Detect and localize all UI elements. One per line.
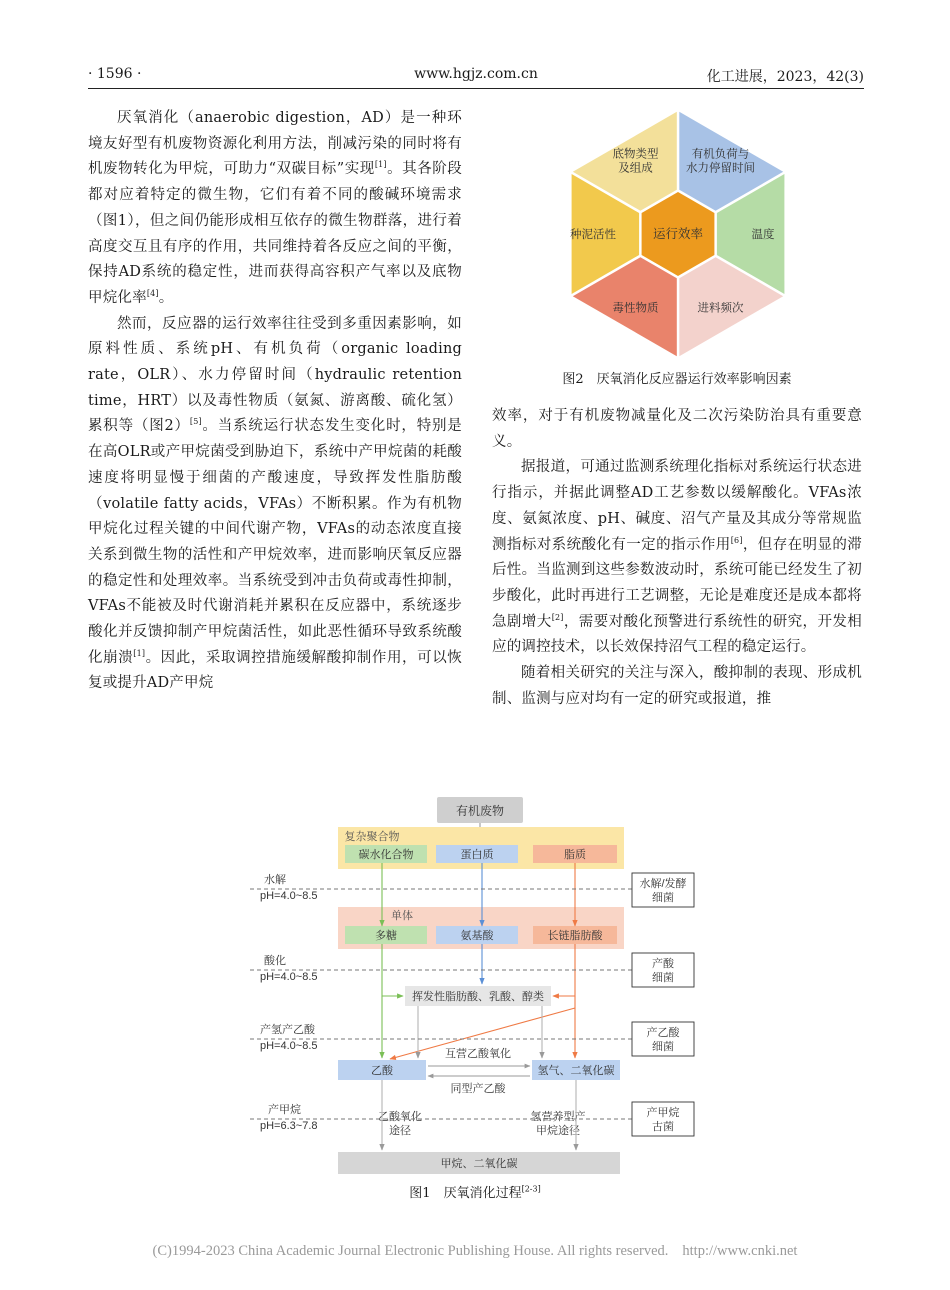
hexagon-segment-label: 进料频次	[697, 302, 744, 315]
figure-2-caption: 图2 厌氧消化反应器运行效率影响因素	[562, 372, 792, 387]
page-header	[88, 66, 864, 89]
body-left-column	[88, 106, 462, 697]
citation-ref[interactable]: [6]	[730, 535, 743, 545]
vfa-label: 挥发性脂肪酸、乳酸、醇类	[412, 991, 544, 1003]
text-run: 然而，反应器的运行效率往往受到多重因素影响，如原料性质、系统pH、有机负荷（organic loading rate，OLR）、水力停留时间（hydraulic retention time，HRT）以及毒性物质（氨氮、游离酸、硫化氢）累积等（图2）	[88, 315, 462, 435]
microbe-label: 细菌	[652, 1041, 674, 1053]
hexagon-segment-label: 水力停留时间	[686, 162, 755, 175]
stage-name: 产氢产乙酸	[260, 1024, 315, 1036]
stage-ph: pH=6.3~7.8	[260, 1120, 318, 1132]
journal-citation: 化工进展，2023，42(3)	[706, 69, 864, 85]
figure-1-caption	[250, 1182, 700, 1201]
microbe-label: 古菌	[652, 1121, 674, 1133]
pathway-acetate-line2: 途径	[389, 1125, 411, 1137]
body-right-column	[492, 404, 862, 712]
text-run: 。	[158, 289, 174, 306]
pathway-hydrogenotrophic-line2: 甲烷途径	[536, 1125, 580, 1137]
paragraph-research: 随着相关研究的关注与深入，酸抑制的表现、形成机制、监测与应对均有一定的研究或报道，推	[492, 665, 862, 707]
citation-ref[interactable]: [4]	[146, 289, 159, 299]
citation-ref[interactable]: [1]	[374, 160, 387, 170]
h2-co2-label: 氢气、二氧化碳	[537, 1065, 615, 1077]
citation-ref[interactable]: [2-3]	[521, 1184, 541, 1194]
text-run: 据报道，可通过监测系统理化指标对系统运行状态进行指示，并据此调整AD工艺参数以缓解酸化。VFAs浓度、氨氮浓度、pH、碱度、沼气产量及其成分等常规监测指标对系统酸化有一定的指示作用	[492, 459, 862, 553]
pathway-acetate-line1: 乙酸氧化	[378, 1111, 422, 1123]
journal-website[interactable]: www.hgjz.com.cn	[414, 66, 538, 82]
microbe-label: 产甲烷	[646, 1107, 680, 1119]
stage-ph: pH=4.0~8.5	[260, 890, 318, 902]
hexagon-segment-label: 有机负荷与	[691, 148, 750, 161]
cnki-link[interactable]: http://www.cnki.net	[682, 1243, 798, 1259]
monomer-polysaccharide: 多糖	[375, 930, 397, 942]
monomer-amino-acid: 氨基酸	[460, 930, 494, 942]
microbe-label: 产酸	[652, 958, 674, 970]
homoacetogenesis-label: 同型产乙酸	[450, 1083, 506, 1095]
text-run: 。当系统运行状态发生变化时，特别是在高OLR或产甲烷菌受到胁迫下，系统中产甲烷菌的耗酸速度将明显慢于细菌的产酸速度，导致挥发性脂肪酸（volatile fatty acids，VFAs）不断积累。作为有机物甲烷化过程关键的中间代谢产物，VFAs的动态浓度直接关系到微生物的活性和产甲烷效率，进而影响厌氧反应器的稳定性和处理效率。当系统受到冲击负荷或毒性抑制，VFAs不能被及时代谢消耗并累积在反应器中，系统逐步酸化并反馈抑制产甲烷菌活性，如此恶性循环导致系统酸化崩溃	[88, 418, 463, 666]
stage-name: 水解	[264, 874, 286, 886]
polymer-protein: 蛋白质	[460, 849, 494, 861]
monomer-title: 单体	[391, 910, 413, 922]
hexagon-segment-label: 底物类型	[612, 148, 659, 161]
paragraph-efficiency	[88, 312, 462, 698]
paragraph-intro	[88, 106, 462, 312]
stage-name: 产甲烷	[268, 1104, 301, 1116]
stage-ph: pH=4.0~8.5	[260, 971, 318, 983]
text-run: 。因此，采取调控措施缓解酸抑制作用，可以恢复或提升AD产甲烷	[88, 649, 462, 692]
copyright-text: (C)1994-2023 China Academic Journal Electronic Publishing House. All rights reserved.	[152, 1243, 669, 1259]
final-product-label: 甲烷、二氧化碳	[440, 1158, 518, 1170]
hexagon-segment-label: 及组成	[618, 162, 653, 175]
figure-2-hexagon-diagram	[560, 108, 800, 358]
page-footer	[0, 1243, 950, 1260]
polymer-lipid: 脂质	[564, 849, 586, 861]
figure-1-process-diagram	[250, 795, 700, 1180]
text-run: 。其各阶段都对应着特定的微生物，它们有着不同的酸碱环境需求（图1），但之间仍能形成相互依存的微生物群落，进行着高度交互且有序的作用，共同维持着各反应之间的平衡，保持AD系统的稳定性，进而获得高容积产气率以及底物甲烷化率	[88, 161, 462, 306]
acetate-label: 乙酸	[371, 1065, 393, 1077]
paragraph-continuation: 效率，对于有机废物减量化及二次污染防治具有重要意义。	[492, 408, 862, 450]
figure-1-caption-text: 图1 厌氧消化过程	[409, 1186, 522, 1201]
paragraph-monitoring	[492, 455, 862, 661]
organic-waste-label: 有机废物	[455, 804, 505, 818]
text-run: ，需要对酸化预警进行系统性的研究，开发相应的调控技术，以长效保持沼气工程的稳定运行。	[492, 613, 862, 656]
microbe-label: 细菌	[652, 892, 674, 904]
text-run: ，但存在明显的滞后性。当监测到这些参数波动时，系统可能已经发生了初步酸化，此时再进行工艺调整，无论是难度还是成本都将急剧增大	[492, 536, 862, 630]
polymer-carbohydrate: 碳水化合物	[358, 849, 414, 861]
microbe-label: 水解/发酵	[639, 878, 687, 890]
hexagon-segment-label: 毒性物质	[612, 302, 659, 315]
microbe-label: 产乙酸	[646, 1027, 680, 1039]
pathway-hydrogenotrophic-line1: 氢营养型产	[530, 1111, 586, 1123]
microbe-label: 细菌	[652, 972, 674, 984]
center-label: 运行效率	[652, 227, 704, 241]
stage-ph: pH=4.0~8.5	[260, 1040, 318, 1052]
citation-ref[interactable]: [2]	[551, 612, 564, 622]
hexagon-segment-label: 种泥活性	[570, 229, 616, 241]
text-run: 厌氧消化（anaerobic digestion，AD）是一种环境友好型有机废物资源化利用方法，削减污染的同时将有机废物转化为甲烷，可助力“双碳目标”实现	[88, 110, 462, 178]
stage-name: 酸化	[264, 955, 286, 967]
monomer-lcfa: 长链脂肪酸	[547, 930, 603, 942]
arrow-orange	[553, 944, 575, 996]
citation-ref[interactable]: [5]	[189, 417, 202, 427]
complex-polymer-title: 复杂聚合物	[344, 831, 400, 843]
page-number: · 1596 ·	[88, 66, 142, 82]
syntrophic-label: 互营乙酸氧化	[445, 1048, 511, 1060]
hexagon-segment-label: 温度	[751, 229, 775, 241]
citation-ref[interactable]: [1]	[133, 648, 146, 658]
